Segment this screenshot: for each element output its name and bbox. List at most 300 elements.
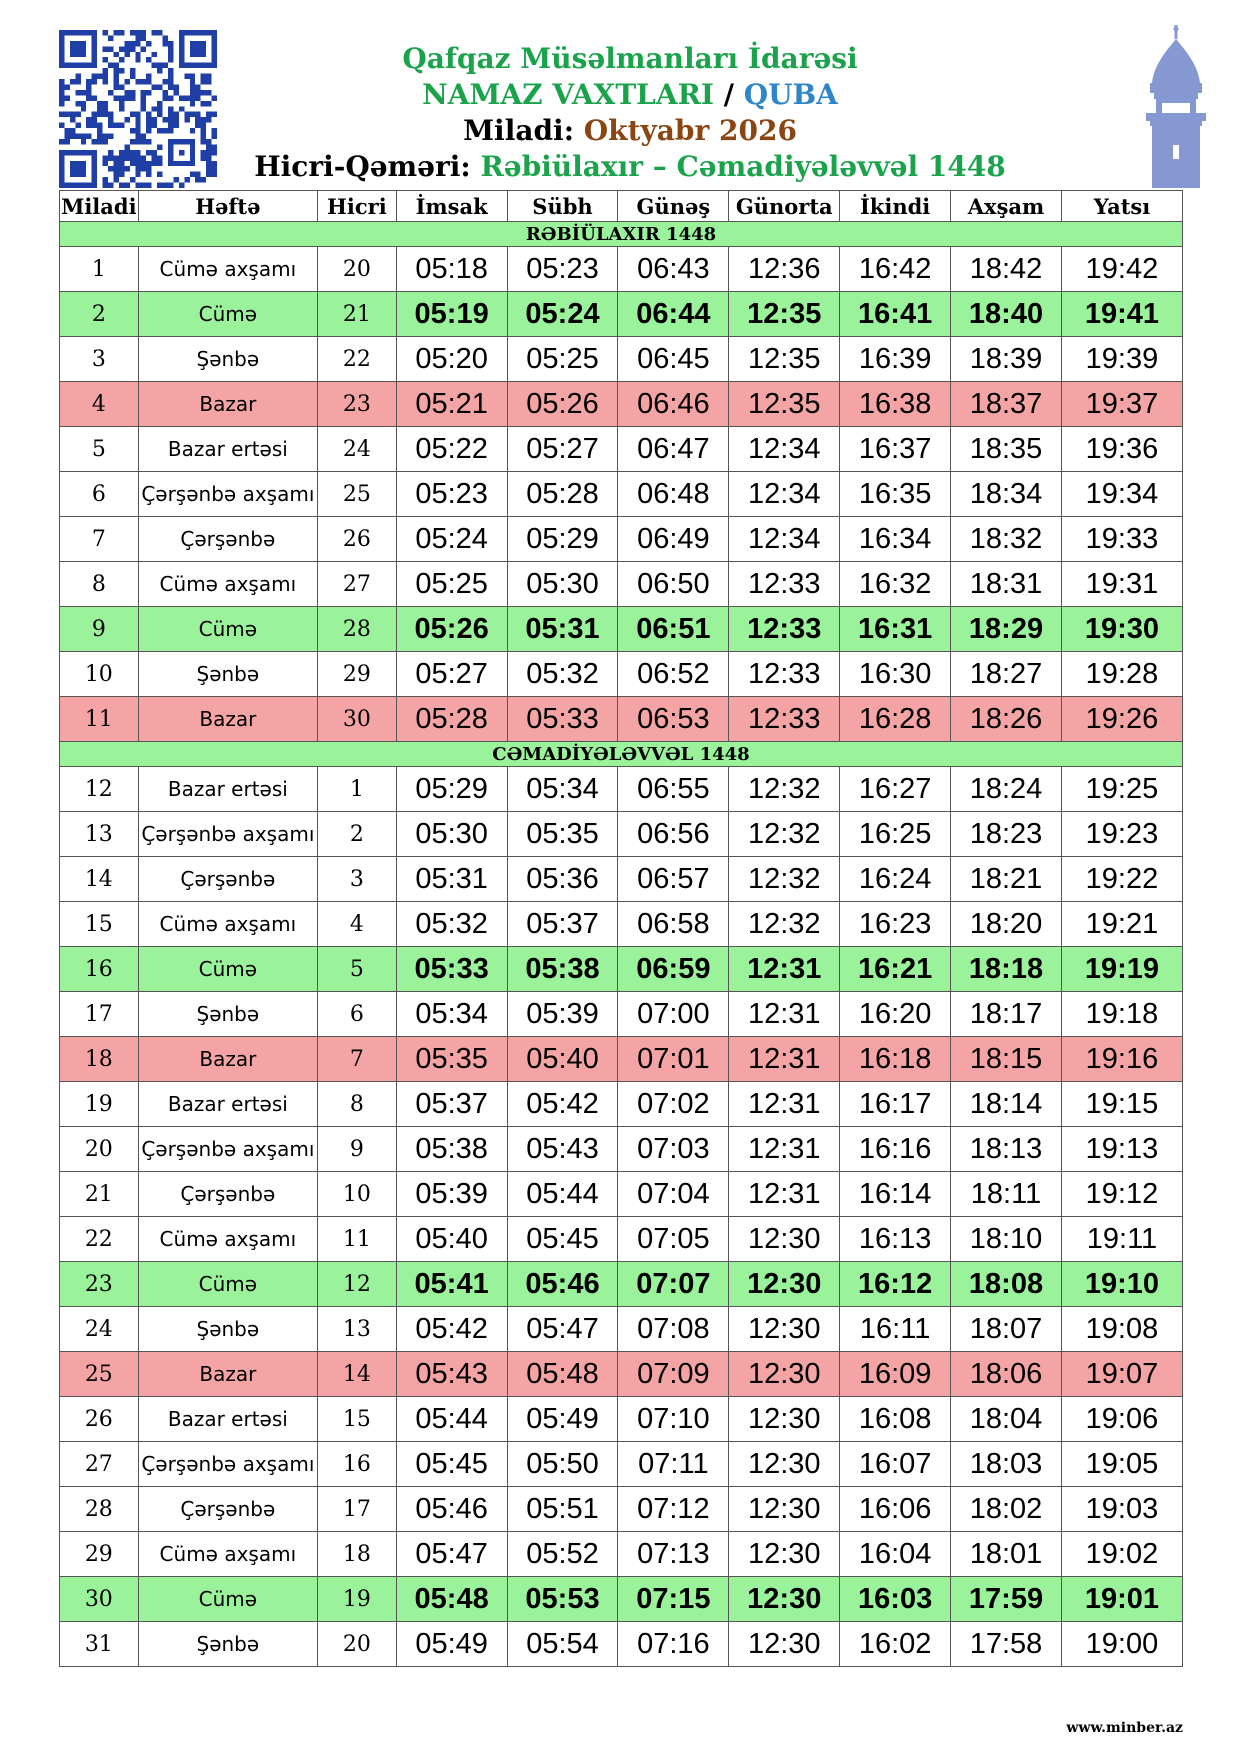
imsak-time-cell: 05:46 xyxy=(396,1487,507,1532)
col-header-gunes: Günəş xyxy=(618,191,729,222)
section-header-row xyxy=(60,222,1183,247)
prayer-times-table xyxy=(59,190,1183,1667)
gregorian-day-cell: 9 xyxy=(60,607,139,652)
weekday-cell: Cümə xyxy=(138,1262,317,1307)
col-header-ikindi: İkindi xyxy=(840,191,951,222)
axsam-time-cell: 18:04 xyxy=(951,1397,1062,1442)
imsak-time-cell: 05:19 xyxy=(396,292,507,337)
weekday-cell: Bazar ertəsi xyxy=(138,427,317,472)
yatsi-time-cell: 19:39 xyxy=(1061,337,1182,382)
gregorian-day-cell: 7 xyxy=(60,517,139,562)
table-row xyxy=(60,292,1183,337)
yatsi-time-cell: 19:22 xyxy=(1061,857,1182,902)
gunorta-time-cell: 12:34 xyxy=(729,472,840,517)
gregorian-day-cell: 28 xyxy=(60,1487,139,1532)
ikindi-time-cell: 16:30 xyxy=(840,652,951,697)
imsak-time-cell: 05:34 xyxy=(396,992,507,1037)
hijri-day-cell: 14 xyxy=(318,1352,397,1397)
hijri-day-cell: 17 xyxy=(318,1487,397,1532)
subh-time-cell: 05:23 xyxy=(507,247,618,292)
imsak-time-cell: 05:42 xyxy=(396,1307,507,1352)
yatsi-time-cell: 19:00 xyxy=(1061,1622,1182,1667)
hijri-day-cell: 22 xyxy=(318,337,397,382)
hijri-day-cell: 1 xyxy=(318,767,397,812)
gunes-time-cell: 06:43 xyxy=(618,247,729,292)
col-header-subh: Sübh xyxy=(507,191,618,222)
col-header-gunorta: Günorta xyxy=(729,191,840,222)
yatsi-time-cell: 19:31 xyxy=(1061,562,1182,607)
subh-time-cell: 05:28 xyxy=(507,472,618,517)
gregorian-value: Oktyabr 2026 xyxy=(583,114,797,147)
yatsi-time-cell: 19:36 xyxy=(1061,427,1182,472)
city-name: QUBA xyxy=(743,78,838,111)
hijri-day-cell: 9 xyxy=(318,1127,397,1172)
imsak-time-cell: 05:41 xyxy=(396,1262,507,1307)
table-row xyxy=(60,1262,1183,1307)
gunes-time-cell: 07:05 xyxy=(618,1217,729,1262)
yatsi-time-cell: 19:26 xyxy=(1061,697,1182,742)
hijri-day-cell: 28 xyxy=(318,607,397,652)
website-footer: www.minber.az xyxy=(1066,1720,1183,1736)
hijri-day-cell: 23 xyxy=(318,382,397,427)
yatsi-time-cell: 19:28 xyxy=(1061,652,1182,697)
page-title xyxy=(230,78,1030,112)
yatsi-time-cell: 19:03 xyxy=(1061,1487,1182,1532)
subh-time-cell: 05:39 xyxy=(507,992,618,1037)
axsam-time-cell: 18:26 xyxy=(951,697,1062,742)
ikindi-time-cell: 16:37 xyxy=(840,427,951,472)
gregorian-label: Miladi: xyxy=(463,114,575,147)
hijri-day-cell: 15 xyxy=(318,1397,397,1442)
imsak-time-cell: 05:22 xyxy=(396,427,507,472)
gregorian-day-cell: 2 xyxy=(60,292,139,337)
table-row xyxy=(60,1037,1183,1082)
hijri-day-cell: 16 xyxy=(318,1442,397,1487)
ikindi-time-cell: 16:42 xyxy=(840,247,951,292)
table-row xyxy=(60,1127,1183,1172)
subh-time-cell: 05:26 xyxy=(507,382,618,427)
yatsi-time-cell: 19:06 xyxy=(1061,1397,1182,1442)
qr-code-icon xyxy=(58,30,218,188)
table-row xyxy=(60,947,1183,992)
ikindi-time-cell: 16:16 xyxy=(840,1127,951,1172)
weekday-cell: Cümə xyxy=(138,1577,317,1622)
gregorian-day-cell: 16 xyxy=(60,947,139,992)
weekday-cell: Bazar xyxy=(138,697,317,742)
yatsi-time-cell: 19:42 xyxy=(1061,247,1182,292)
weekday-cell: Bazar ertəsi xyxy=(138,1082,317,1127)
yatsi-time-cell: 19:25 xyxy=(1061,767,1182,812)
gunes-time-cell: 06:48 xyxy=(618,472,729,517)
hijri-day-cell: 30 xyxy=(318,697,397,742)
hijri-day-cell: 27 xyxy=(318,562,397,607)
weekday-cell: Cümə axşamı xyxy=(138,1532,317,1577)
gregorian-day-cell: 29 xyxy=(60,1532,139,1577)
table-row xyxy=(60,812,1183,857)
imsak-time-cell: 05:44 xyxy=(396,1397,507,1442)
gunorta-time-cell: 12:32 xyxy=(729,812,840,857)
imsak-time-cell: 05:38 xyxy=(396,1127,507,1172)
title-text: NAMAZ VAXTLARI xyxy=(422,78,714,111)
ikindi-time-cell: 16:06 xyxy=(840,1487,951,1532)
gunes-time-cell: 07:03 xyxy=(618,1127,729,1172)
weekday-cell: Çərşənbə axşamı xyxy=(138,1442,317,1487)
axsam-time-cell: 18:35 xyxy=(951,427,1062,472)
gregorian-day-cell: 8 xyxy=(60,562,139,607)
imsak-time-cell: 05:37 xyxy=(396,1082,507,1127)
gregorian-day-cell: 1 xyxy=(60,247,139,292)
ikindi-time-cell: 16:28 xyxy=(840,697,951,742)
ikindi-time-cell: 16:09 xyxy=(840,1352,951,1397)
gunorta-time-cell: 12:32 xyxy=(729,857,840,902)
gunorta-time-cell: 12:32 xyxy=(729,902,840,947)
gunes-time-cell: 06:55 xyxy=(618,767,729,812)
yatsi-time-cell: 19:13 xyxy=(1061,1127,1182,1172)
gregorian-day-cell: 12 xyxy=(60,767,139,812)
subh-time-cell: 05:46 xyxy=(507,1262,618,1307)
subh-time-cell: 05:43 xyxy=(507,1127,618,1172)
hijri-day-cell: 20 xyxy=(318,1622,397,1667)
weekday-cell: Cümə axşamı xyxy=(138,247,317,292)
table-row xyxy=(60,517,1183,562)
ikindi-time-cell: 16:12 xyxy=(840,1262,951,1307)
subh-time-cell: 05:29 xyxy=(507,517,618,562)
gregorian-day-cell: 25 xyxy=(60,1352,139,1397)
weekday-cell: Bazar ertəsi xyxy=(138,767,317,812)
axsam-time-cell: 18:32 xyxy=(951,517,1062,562)
hijri-value: Rəbiülaxır – Cəmadiyələvvəl 1448 xyxy=(480,150,1006,183)
imsak-time-cell: 05:25 xyxy=(396,562,507,607)
gregorian-day-cell: 14 xyxy=(60,857,139,902)
subh-time-cell: 05:53 xyxy=(507,1577,618,1622)
col-header-yatsi: Yatsı xyxy=(1061,191,1182,222)
gunes-time-cell: 06:52 xyxy=(618,652,729,697)
ikindi-time-cell: 16:24 xyxy=(840,857,951,902)
axsam-time-cell: 18:27 xyxy=(951,652,1062,697)
table-row xyxy=(60,697,1183,742)
axsam-time-cell: 17:58 xyxy=(951,1622,1062,1667)
hijri-day-cell: 11 xyxy=(318,1217,397,1262)
gunes-time-cell: 07:08 xyxy=(618,1307,729,1352)
table-row xyxy=(60,562,1183,607)
table-row xyxy=(60,1352,1183,1397)
imsak-time-cell: 05:40 xyxy=(396,1217,507,1262)
hijri-day-cell: 4 xyxy=(318,902,397,947)
gregorian-day-cell: 30 xyxy=(60,1577,139,1622)
gunes-time-cell: 06:50 xyxy=(618,562,729,607)
ikindi-time-cell: 16:38 xyxy=(840,382,951,427)
weekday-cell: Cümə axşamı xyxy=(138,902,317,947)
ikindi-time-cell: 16:31 xyxy=(840,607,951,652)
gregorian-day-cell: 24 xyxy=(60,1307,139,1352)
gunes-time-cell: 07:15 xyxy=(618,1577,729,1622)
section-title: CƏMADİYƏLƏVVƏL 1448 xyxy=(60,742,1183,767)
axsam-time-cell: 18:01 xyxy=(951,1532,1062,1577)
gunorta-time-cell: 12:35 xyxy=(729,382,840,427)
gunes-time-cell: 06:47 xyxy=(618,427,729,472)
subh-time-cell: 05:44 xyxy=(507,1172,618,1217)
weekday-cell: Şənbə xyxy=(138,337,317,382)
weekday-cell: Çərşənbə axşamı xyxy=(138,1127,317,1172)
subh-time-cell: 05:25 xyxy=(507,337,618,382)
yatsi-time-cell: 19:05 xyxy=(1061,1442,1182,1487)
subh-time-cell: 05:38 xyxy=(507,947,618,992)
subh-time-cell: 05:45 xyxy=(507,1217,618,1262)
axsam-time-cell: 18:42 xyxy=(951,247,1062,292)
gunorta-time-cell: 12:30 xyxy=(729,1622,840,1667)
imsak-time-cell: 05:45 xyxy=(396,1442,507,1487)
weekday-cell: Çərşənbə xyxy=(138,517,317,562)
hijri-day-cell: 24 xyxy=(318,427,397,472)
yatsi-time-cell: 19:01 xyxy=(1061,1577,1182,1622)
gregorian-month xyxy=(230,114,1030,148)
subh-time-cell: 05:33 xyxy=(507,697,618,742)
table-row xyxy=(60,652,1183,697)
subh-time-cell: 05:27 xyxy=(507,427,618,472)
imsak-time-cell: 05:30 xyxy=(396,812,507,857)
ikindi-time-cell: 16:27 xyxy=(840,767,951,812)
gregorian-day-cell: 13 xyxy=(60,812,139,857)
gunorta-time-cell: 12:30 xyxy=(729,1532,840,1577)
hijri-day-cell: 20 xyxy=(318,247,397,292)
subh-time-cell: 05:49 xyxy=(507,1397,618,1442)
gunorta-time-cell: 12:32 xyxy=(729,767,840,812)
gunes-time-cell: 07:16 xyxy=(618,1622,729,1667)
ikindi-time-cell: 16:35 xyxy=(840,472,951,517)
imsak-time-cell: 05:35 xyxy=(396,1037,507,1082)
gunorta-time-cell: 12:30 xyxy=(729,1397,840,1442)
ikindi-time-cell: 16:03 xyxy=(840,1577,951,1622)
col-header-hijri: Hicri xyxy=(318,191,397,222)
col-header-axsam: Axşam xyxy=(951,191,1062,222)
organization-title xyxy=(230,42,1030,76)
table-row xyxy=(60,247,1183,292)
ikindi-time-cell: 16:08 xyxy=(840,1397,951,1442)
ikindi-time-cell: 16:20 xyxy=(840,992,951,1037)
col-header-gregorian: Miladi xyxy=(60,191,139,222)
gunorta-time-cell: 12:35 xyxy=(729,337,840,382)
gunorta-time-cell: 12:31 xyxy=(729,992,840,1037)
hijri-day-cell: 12 xyxy=(318,1262,397,1307)
ikindi-time-cell: 16:21 xyxy=(840,947,951,992)
yatsi-time-cell: 19:07 xyxy=(1061,1352,1182,1397)
axsam-time-cell: 18:31 xyxy=(951,562,1062,607)
hijri-day-cell: 29 xyxy=(318,652,397,697)
imsak-time-cell: 05:31 xyxy=(396,857,507,902)
hijri-day-cell: 3 xyxy=(318,857,397,902)
axsam-time-cell: 18:06 xyxy=(951,1352,1062,1397)
yatsi-time-cell: 19:15 xyxy=(1061,1082,1182,1127)
table-row xyxy=(60,1442,1183,1487)
gregorian-day-cell: 31 xyxy=(60,1622,139,1667)
gunorta-time-cell: 12:31 xyxy=(729,1082,840,1127)
table-row xyxy=(60,607,1183,652)
hijri-day-cell: 7 xyxy=(318,1037,397,1082)
table-row xyxy=(60,1172,1183,1217)
gregorian-day-cell: 26 xyxy=(60,1397,139,1442)
gunes-time-cell: 07:11 xyxy=(618,1442,729,1487)
gregorian-day-cell: 17 xyxy=(60,992,139,1037)
weekday-cell: Çərşənbə axşamı xyxy=(138,472,317,517)
gunes-time-cell: 06:49 xyxy=(618,517,729,562)
subh-time-cell: 05:52 xyxy=(507,1532,618,1577)
axsam-time-cell: 18:23 xyxy=(951,812,1062,857)
gunes-time-cell: 07:00 xyxy=(618,992,729,1037)
gregorian-day-cell: 4 xyxy=(60,382,139,427)
weekday-cell: Şənbə xyxy=(138,1307,317,1352)
gunes-time-cell: 07:13 xyxy=(618,1532,729,1577)
yatsi-time-cell: 19:02 xyxy=(1061,1532,1182,1577)
hijri-day-cell: 13 xyxy=(318,1307,397,1352)
minaret-icon xyxy=(1136,25,1216,188)
axsam-time-cell: 18:14 xyxy=(951,1082,1062,1127)
title-separator: / xyxy=(723,78,734,111)
imsak-time-cell: 05:27 xyxy=(396,652,507,697)
axsam-time-cell: 18:39 xyxy=(951,337,1062,382)
imsak-time-cell: 05:29 xyxy=(396,767,507,812)
gunorta-time-cell: 12:30 xyxy=(729,1577,840,1622)
gunes-time-cell: 07:07 xyxy=(618,1262,729,1307)
col-header-imsak: İmsak xyxy=(396,191,507,222)
weekday-cell: Çərşənbə xyxy=(138,1172,317,1217)
gregorian-day-cell: 23 xyxy=(60,1262,139,1307)
ikindi-time-cell: 16:17 xyxy=(840,1082,951,1127)
gunorta-time-cell: 12:33 xyxy=(729,607,840,652)
axsam-time-cell: 18:17 xyxy=(951,992,1062,1037)
gunes-time-cell: 07:12 xyxy=(618,1487,729,1532)
gregorian-day-cell: 27 xyxy=(60,1442,139,1487)
gregorian-day-cell: 11 xyxy=(60,697,139,742)
weekday-cell: Çərşənbə axşamı xyxy=(138,812,317,857)
gunorta-time-cell: 12:33 xyxy=(729,562,840,607)
table-row xyxy=(60,1082,1183,1127)
gregorian-day-cell: 5 xyxy=(60,427,139,472)
gunes-time-cell: 06:56 xyxy=(618,812,729,857)
weekday-cell: Bazar xyxy=(138,1037,317,1082)
ikindi-time-cell: 16:11 xyxy=(840,1307,951,1352)
table-row xyxy=(60,1217,1183,1262)
weekday-cell: Cümə axşamı xyxy=(138,1217,317,1262)
axsam-time-cell: 18:24 xyxy=(951,767,1062,812)
imsak-time-cell: 05:32 xyxy=(396,902,507,947)
gunorta-time-cell: 12:30 xyxy=(729,1307,840,1352)
ikindi-time-cell: 16:25 xyxy=(840,812,951,857)
axsam-time-cell: 18:02 xyxy=(951,1487,1062,1532)
weekday-cell: Bazar ertəsi xyxy=(138,1397,317,1442)
weekday-cell: Şənbə xyxy=(138,652,317,697)
gunes-time-cell: 06:44 xyxy=(618,292,729,337)
gunorta-time-cell: 12:30 xyxy=(729,1487,840,1532)
gunorta-time-cell: 12:30 xyxy=(729,1217,840,1262)
ikindi-time-cell: 16:32 xyxy=(840,562,951,607)
gunorta-time-cell: 12:31 xyxy=(729,947,840,992)
yatsi-time-cell: 19:21 xyxy=(1061,902,1182,947)
hijri-label: Hicri-Qəməri: xyxy=(254,150,471,183)
subh-time-cell: 05:50 xyxy=(507,1442,618,1487)
subh-time-cell: 05:32 xyxy=(507,652,618,697)
subh-time-cell: 05:48 xyxy=(507,1352,618,1397)
gunorta-time-cell: 12:36 xyxy=(729,247,840,292)
yatsi-time-cell: 19:18 xyxy=(1061,992,1182,1037)
imsak-time-cell: 05:24 xyxy=(396,517,507,562)
gunes-time-cell: 07:02 xyxy=(618,1082,729,1127)
table-header-row xyxy=(60,191,1183,222)
subh-time-cell: 05:47 xyxy=(507,1307,618,1352)
hijri-day-cell: 21 xyxy=(318,292,397,337)
section-title: RƏBİÜLAXIR 1448 xyxy=(60,222,1183,247)
gunes-time-cell: 06:51 xyxy=(618,607,729,652)
gunorta-time-cell: 12:33 xyxy=(729,652,840,697)
table-row xyxy=(60,337,1183,382)
gunorta-time-cell: 12:34 xyxy=(729,517,840,562)
subh-time-cell: 05:36 xyxy=(507,857,618,902)
ikindi-time-cell: 16:02 xyxy=(840,1622,951,1667)
subh-time-cell: 05:42 xyxy=(507,1082,618,1127)
section-header-row xyxy=(60,742,1183,767)
yatsi-time-cell: 19:23 xyxy=(1061,812,1182,857)
imsak-time-cell: 05:23 xyxy=(396,472,507,517)
axsam-time-cell: 18:20 xyxy=(951,902,1062,947)
gunes-time-cell: 06:58 xyxy=(618,902,729,947)
table-row xyxy=(60,1397,1183,1442)
hijri-day-cell: 19 xyxy=(318,1577,397,1622)
ikindi-time-cell: 16:23 xyxy=(840,902,951,947)
hijri-day-cell: 18 xyxy=(318,1532,397,1577)
axsam-time-cell: 18:29 xyxy=(951,607,1062,652)
table-row xyxy=(60,1532,1183,1577)
imsak-time-cell: 05:39 xyxy=(396,1172,507,1217)
imsak-time-cell: 05:26 xyxy=(396,607,507,652)
gunorta-time-cell: 12:31 xyxy=(729,1037,840,1082)
imsak-time-cell: 05:43 xyxy=(396,1352,507,1397)
gunes-time-cell: 06:45 xyxy=(618,337,729,382)
yatsi-time-cell: 19:11 xyxy=(1061,1217,1182,1262)
table-row xyxy=(60,427,1183,472)
subh-time-cell: 05:40 xyxy=(507,1037,618,1082)
axsam-time-cell: 18:34 xyxy=(951,472,1062,517)
imsak-time-cell: 05:49 xyxy=(396,1622,507,1667)
gregorian-day-cell: 21 xyxy=(60,1172,139,1217)
hijri-months xyxy=(230,150,1030,184)
imsak-time-cell: 05:28 xyxy=(396,697,507,742)
table-row xyxy=(60,1307,1183,1352)
yatsi-time-cell: 19:10 xyxy=(1061,1262,1182,1307)
imsak-time-cell: 05:20 xyxy=(396,337,507,382)
axsam-time-cell: 18:18 xyxy=(951,947,1062,992)
axsam-time-cell: 18:13 xyxy=(951,1127,1062,1172)
table-row xyxy=(60,857,1183,902)
axsam-time-cell: 18:10 xyxy=(951,1217,1062,1262)
organization-name: Qafqaz Müsəlmanları İdarəsi xyxy=(402,42,858,75)
imsak-time-cell: 05:47 xyxy=(396,1532,507,1577)
ikindi-time-cell: 16:39 xyxy=(840,337,951,382)
table-row xyxy=(60,382,1183,427)
subh-time-cell: 05:37 xyxy=(507,902,618,947)
weekday-cell: Cümə xyxy=(138,607,317,652)
axsam-time-cell: 18:40 xyxy=(951,292,1062,337)
gunorta-time-cell: 12:30 xyxy=(729,1262,840,1307)
subh-time-cell: 05:51 xyxy=(507,1487,618,1532)
yatsi-time-cell: 19:41 xyxy=(1061,292,1182,337)
gunorta-time-cell: 12:30 xyxy=(729,1442,840,1487)
gunes-time-cell: 06:46 xyxy=(618,382,729,427)
gunes-time-cell: 07:04 xyxy=(618,1172,729,1217)
hijri-day-cell: 8 xyxy=(318,1082,397,1127)
yatsi-time-cell: 19:33 xyxy=(1061,517,1182,562)
ikindi-time-cell: 16:41 xyxy=(840,292,951,337)
axsam-time-cell: 17:59 xyxy=(951,1577,1062,1622)
weekday-cell: Çərşənbə xyxy=(138,857,317,902)
